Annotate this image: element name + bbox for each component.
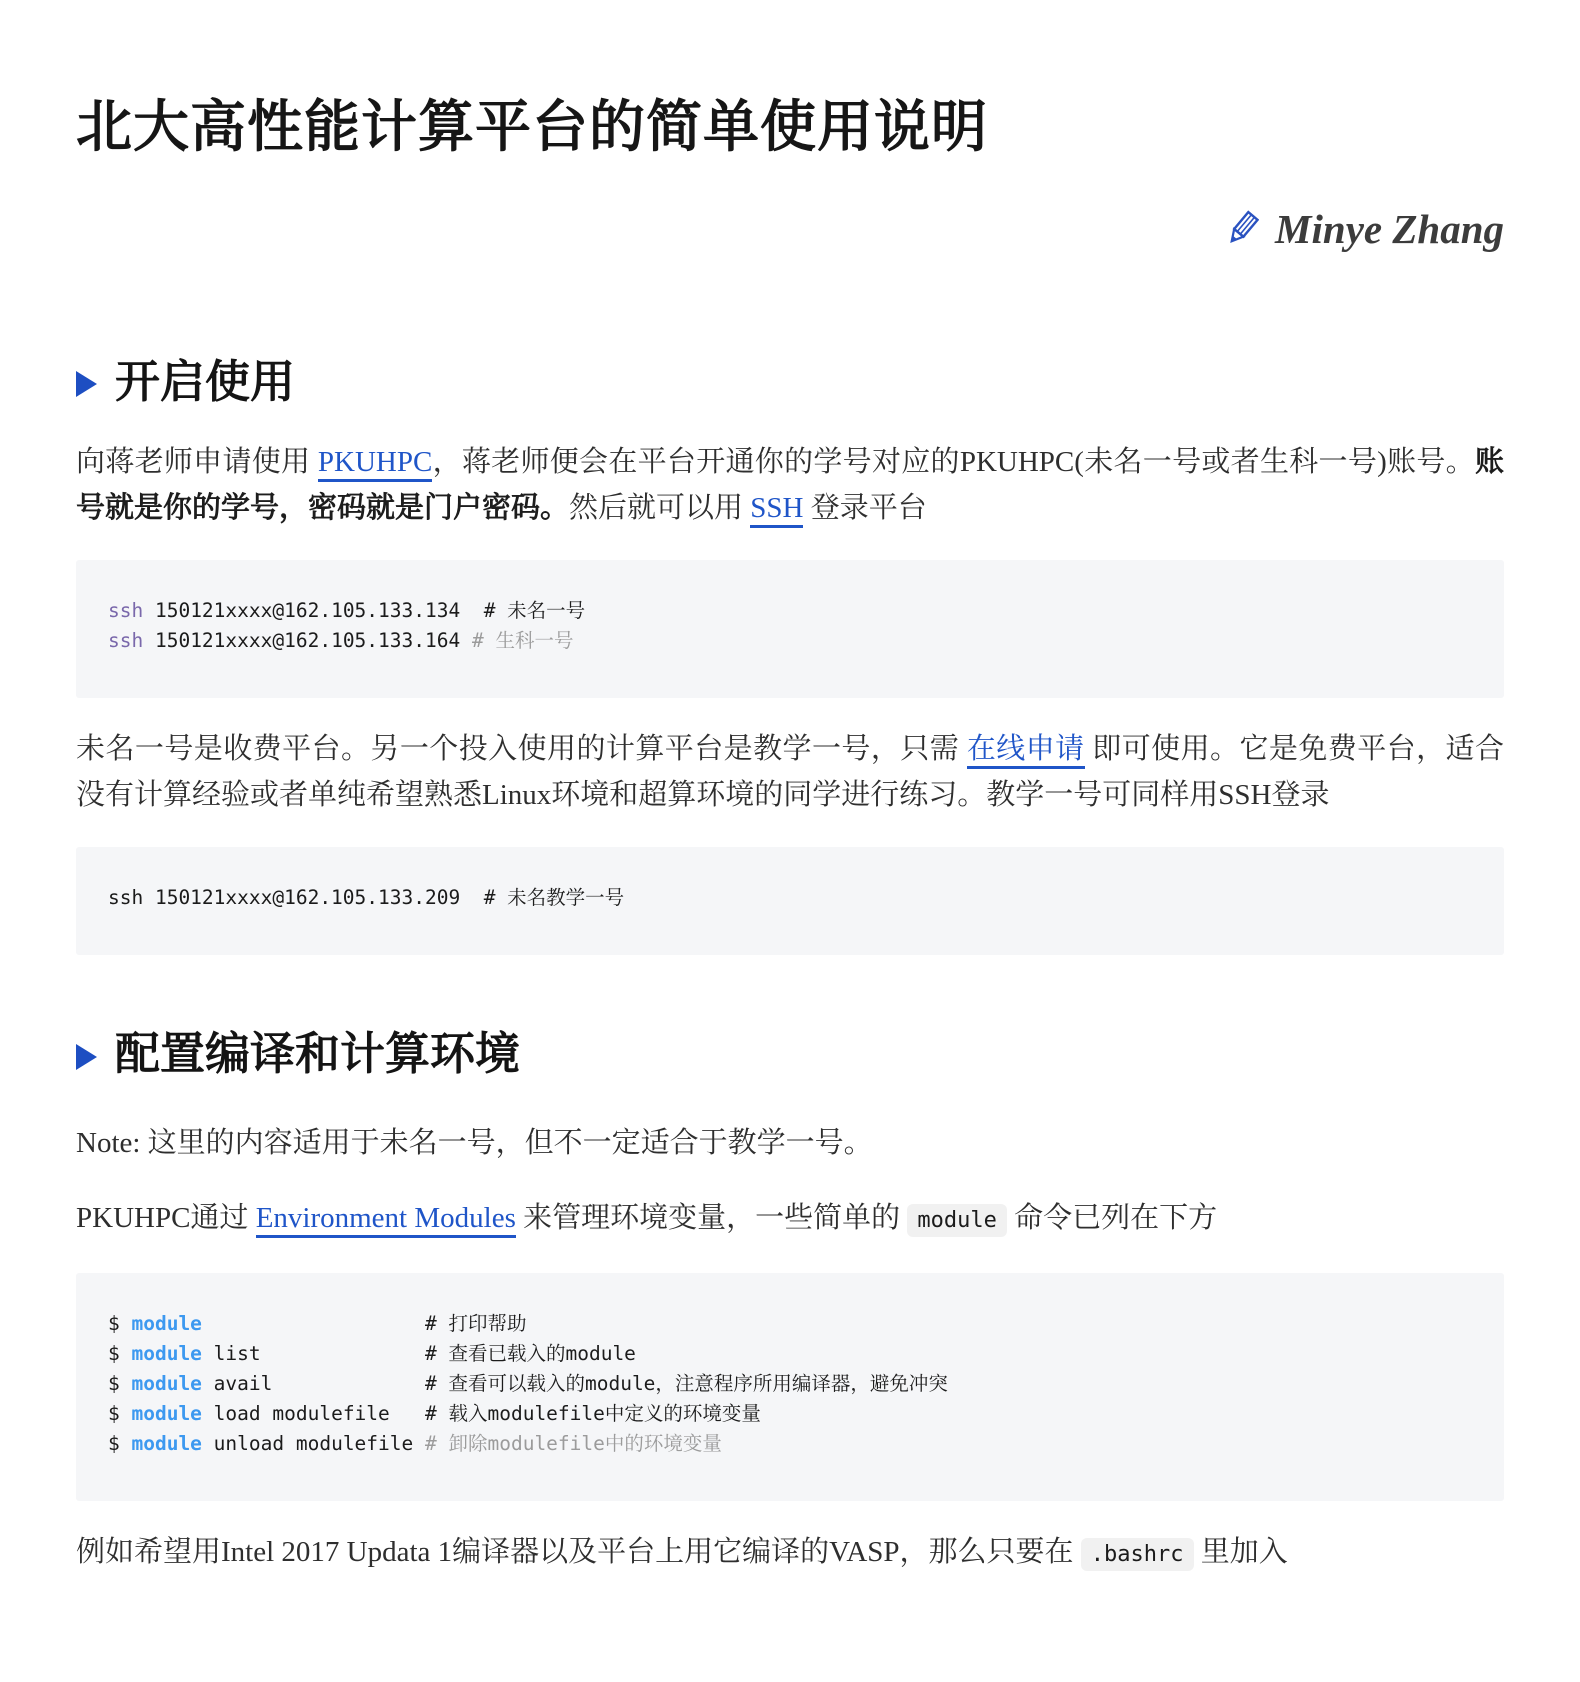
bold-text: 账号就是你的学号，密码就是门户密码。	[76, 446, 1504, 525]
code-token: module	[131, 1371, 202, 1395]
text-segment: 来管理环境变量，一些简单的	[515, 1201, 908, 1234]
text-segment: 向蒋老师申请使用	[76, 446, 318, 479]
code-block-module-commands	[76, 1273, 1504, 1501]
code-token: ssh 150121xxxx@162.105.133.209	[108, 886, 484, 910]
text-segment: ，蒋老师便会在平台开通你的学号对应的PKUHPC(未名一号或者生科一号)账号。	[432, 446, 1475, 479]
article-page	[0, 92, 1580, 1578]
code-token: # 未名一号	[483, 599, 586, 623]
code-token: list	[201, 1341, 425, 1365]
code-token: load modulefile	[201, 1401, 425, 1425]
text-segment: 例如希望用Intel 2017 Updata 1编译器以及平台上用它编译的VASP，那么只要在	[76, 1535, 1081, 1568]
code-token: module	[131, 1311, 202, 1335]
code-token: # 载入modulefile中定义的环境变量	[425, 1401, 761, 1425]
code-content	[108, 1309, 1472, 1459]
code-token	[202, 1312, 425, 1335]
code-token: $	[108, 1371, 132, 1395]
code-token: avail	[201, 1371, 425, 1395]
inline-code: module	[907, 1204, 1006, 1237]
section-heading-text: 开启使用	[115, 356, 296, 407]
code-token: unload modulefile	[201, 1431, 425, 1455]
code-token: $	[108, 1341, 132, 1365]
code-content	[108, 596, 1472, 656]
page-title: 北大高性能计算平台的简单使用说明	[76, 97, 988, 159]
text-segment: 然后就可以用	[569, 492, 751, 525]
paragraph	[76, 1529, 1504, 1578]
paragraph	[76, 726, 1504, 818]
text-segment: 未名一号是收费平台。另一个投入使用的计算平台是教学一号，只需	[76, 733, 967, 766]
inline-link[interactable]: 在线申请	[967, 733, 1085, 769]
code-token: ssh	[108, 599, 144, 623]
code-token: # 查看可以载入的module，注意程序所用编译器，避免冲突	[425, 1371, 948, 1395]
inline-link[interactable]: Environment Modules	[256, 1202, 516, 1238]
text-segment: 登录平台	[803, 492, 927, 525]
pencil-icon	[1225, 209, 1259, 249]
section-heading-text: 配置编译和计算环境	[115, 1029, 521, 1080]
code-content	[108, 883, 1472, 913]
code-token: # 生科一号	[471, 629, 574, 653]
text-segment: 里加入	[1193, 1535, 1288, 1568]
inline-link[interactable]: PKUHPC	[318, 446, 432, 482]
text-segment: 即可使用。它是免费平台，适合没有计算经验或者单纯希望熟悉Linux环境和超算环境的同学进行练习。教学一号可同样用SSH登录	[76, 733, 1504, 812]
code-block-teaching-login	[76, 847, 1504, 955]
code-token: module	[131, 1401, 202, 1425]
text-segment: Note: 这里的内容适用于未名一号，但不一定适合于教学一号。	[76, 1126, 873, 1159]
code-token: ssh	[108, 629, 144, 653]
byline	[76, 205, 1504, 253]
code-token: # 未名教学一号	[483, 886, 625, 910]
paragraph	[76, 1195, 1504, 1244]
paragraph	[76, 439, 1504, 531]
code-block-ssh-login	[76, 560, 1504, 698]
code-token: 150121xxxx@162.105.133.164	[143, 629, 472, 653]
code-token: 150121xxxx@162.105.133.134	[143, 599, 484, 623]
note-paragraph	[76, 1120, 1504, 1166]
code-token: $	[108, 1401, 132, 1425]
author-name: Minye Zhang	[1275, 205, 1504, 252]
inline-code: .bashrc	[1081, 1538, 1194, 1571]
code-token: $	[108, 1311, 132, 1335]
right-triangle-icon	[76, 371, 97, 397]
code-token: module	[131, 1341, 202, 1365]
right-triangle-icon	[76, 1044, 97, 1070]
text-segment: PKUHPC通过	[76, 1201, 256, 1234]
code-token: # 卸除modulefile中的环境变量	[425, 1431, 722, 1455]
code-token: $	[108, 1431, 132, 1455]
inline-link[interactable]: SSH	[750, 492, 803, 528]
code-token: # 查看已载入的module	[425, 1341, 636, 1365]
section-heading-environment	[76, 1025, 1504, 1084]
code-token: module	[131, 1431, 202, 1455]
code-token: # 打印帮助	[425, 1311, 527, 1335]
section-heading-getting-started	[76, 353, 1504, 412]
text-segment: 命令已列在下方	[1006, 1201, 1218, 1234]
